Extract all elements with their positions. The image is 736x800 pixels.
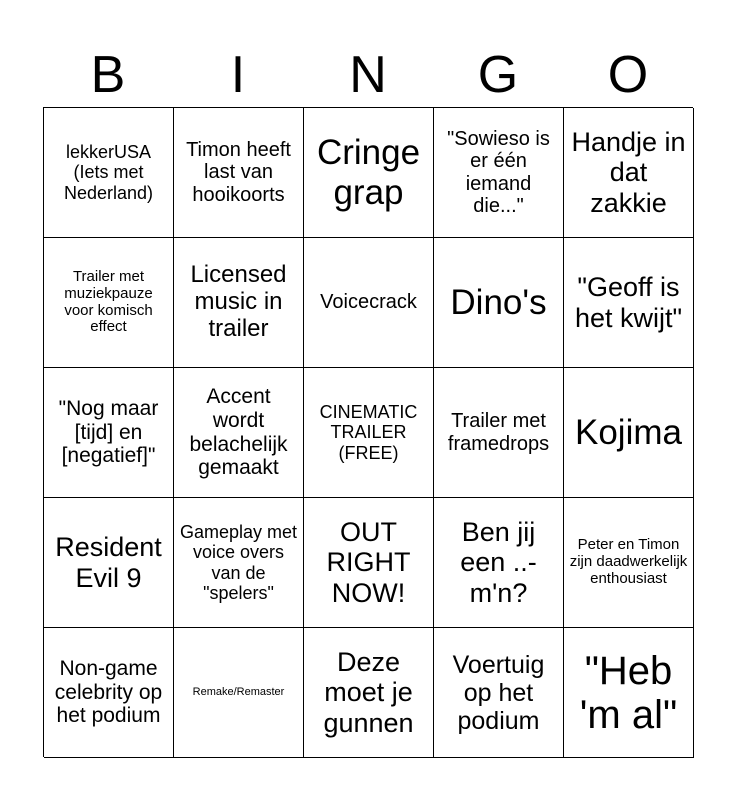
bingo-cell[interactable]: Non-game celebrity op het podium [44,628,174,758]
bingo-cell[interactable]: "Nog maar [tijd] en [negatief]" [44,368,174,498]
bingo-cell[interactable]: Trailer met framedrops [434,368,564,498]
bingo-header [43,40,693,110]
bingo-cell[interactable]: Licensed music in trailer [174,238,304,368]
bingo-cell[interactable]: "Sowieso is er één iemand die..." [434,108,564,238]
bingo-cell[interactable]: Trailer met muziekpauze voor komisch effect [44,238,174,368]
bingo-cell[interactable]: Resident Evil 9 [44,498,174,628]
bingo-cell[interactable]: "Geoff is het kwijt" [564,238,694,368]
header-letter-n: N [349,46,387,104]
bingo-cell[interactable]: Gameplay met voice overs van de "spelers" [174,498,304,628]
bingo-cell[interactable]: Deze moet je gunnen [304,628,434,758]
header-letter-o: O [607,46,649,104]
bingo-cell[interactable]: Voertuig op het podium [434,628,564,758]
bingo-grid [43,107,693,757]
bingo-cell[interactable]: lekkerUSA (Iets met Nederland) [44,108,174,238]
bingo-cell[interactable]: "Heb 'm al" [564,628,694,758]
bingo-cell[interactable]: OUT RIGHT NOW! [304,498,434,628]
bingo-cell[interactable]: Voicecrack [304,238,434,368]
header-letter-i: I [230,46,246,104]
bingo-cell[interactable]: Handje in dat zakkie [564,108,694,238]
bingo-cell[interactable]: Dino's [434,238,564,368]
bingo-cell[interactable]: Kojima [564,368,694,498]
bingo-cell[interactable]: Cringe grap [304,108,434,238]
header-letter-g: G [477,46,519,104]
bingo-cell[interactable]: Peter en Timon zijn daadwerkelijk enthousiast [564,498,694,628]
bingo-cell[interactable]: Accent wordt belachelijk gemaakt [174,368,304,498]
bingo-cell[interactable]: Timon heeft last van hooikoorts [174,108,304,238]
bingo-cell[interactable]: Ben jij een ..-m'n? [434,498,564,628]
header-letter-b: B [90,46,126,104]
bingo-cell[interactable]: Remake/Remaster [174,628,304,758]
bingo-cell[interactable]: CINEMATIC TRAILER (FREE) [304,368,434,498]
